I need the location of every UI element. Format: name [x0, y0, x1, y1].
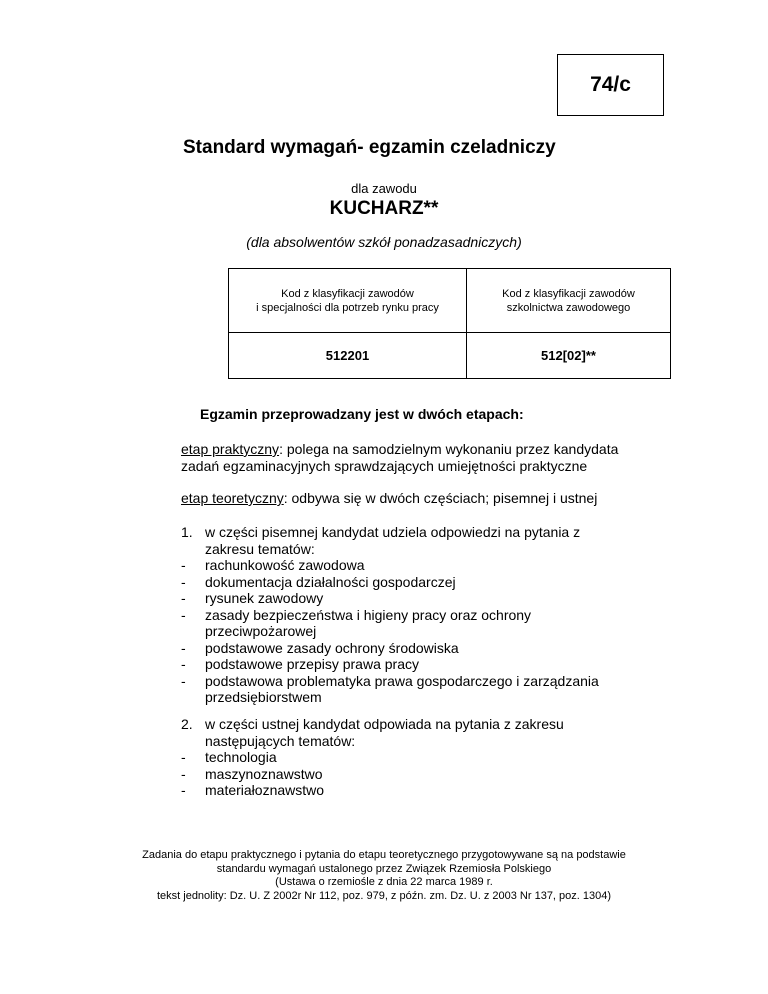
list-text: rysunek zawodowy	[205, 590, 324, 606]
bullet: -	[181, 672, 186, 689]
header-line: i specjalności dla potrzeb rynku pracy	[256, 301, 439, 314]
practical-stage-paragraph	[181, 441, 701, 475]
vocational-education-code: 512[02]**	[467, 333, 671, 379]
list-text: maszynoznawstwo	[205, 765, 323, 782]
table-row	[229, 333, 671, 379]
theoretical-stage-text: : odbywa się w dwóch częściach; pisemnej i ustnej	[283, 490, 598, 506]
theoretical-stage-label: etap teoretyczny	[181, 490, 284, 506]
list-text: technologia	[205, 749, 277, 765]
practical-stage-label: etap praktyczny	[181, 441, 280, 457]
bullet: -	[181, 590, 186, 606]
list-item	[181, 607, 701, 640]
practical-stage-text: : polega na samodzielnym wykonaniu przez kandydata	[279, 441, 619, 457]
bullet: -	[181, 749, 186, 765]
list-text: dokumentacja działalności gospodarczej	[205, 573, 456, 590]
table-header-cell-vocational-education	[467, 269, 671, 333]
list-text: materiałoznawstwo	[205, 782, 325, 798]
header-line: Kod z klasyfikacji zawodów	[502, 287, 635, 300]
document-code-box	[557, 54, 664, 116]
list-text: podstawowa problematyka prawa gospodarczego i zarządzania	[205, 672, 599, 689]
legal-footer	[0, 849, 768, 903]
bullet: -	[181, 606, 186, 623]
list-item	[181, 766, 701, 783]
list-text: zasady bezpieczeństwa i higieny pracy oraz ochrony	[205, 606, 532, 623]
bullet: -	[181, 782, 186, 798]
bullet: -	[181, 765, 186, 782]
list-item	[181, 749, 701, 766]
practical-stage-text: zadań egzaminacyjnych sprawdzających umiejętności praktyczne	[181, 458, 588, 474]
list-text: podstawowe zasady ochrony środowiska	[205, 639, 459, 656]
header-line: szkolnictwa zawodowego	[506, 301, 631, 314]
list-number: 2.	[181, 716, 193, 732]
bullet: -	[181, 656, 186, 672]
list-item	[181, 716, 701, 749]
labour-market-code: 512201	[229, 333, 467, 379]
theoretical-stage-paragraph	[181, 490, 701, 507]
audience-note: (dla absolwentów szkół ponadzasadniczych)	[246, 234, 522, 250]
list-text: następujących tematów:	[205, 732, 356, 749]
list-text: podstawowe przepisy prawa pracy	[205, 656, 419, 672]
footer-line: Zadania do etapu praktycznego i pytania do etapu teoretycznego przygotowywane są na podstawie	[142, 849, 626, 861]
bullet: -	[181, 557, 186, 573]
classification-codes-table	[228, 268, 671, 379]
list-text: przeciwpożarowej	[205, 623, 317, 639]
list-item	[181, 574, 701, 591]
list-item	[181, 524, 701, 557]
list-text: rachunkowość zawodowa	[205, 557, 365, 573]
profession-name: KUCHARZ**	[329, 198, 439, 219]
table-header-row	[229, 269, 671, 333]
list-item	[181, 557, 701, 574]
list-number: 1.	[181, 524, 193, 540]
list-item	[181, 782, 701, 799]
page-title: Standard wymagań- egzamin czeladniczy	[183, 137, 556, 158]
list-text: zakresu tematów:	[205, 540, 315, 557]
table-header-cell-labour-market	[229, 269, 467, 333]
exam-stages-heading: Egzamin przeprowadzany jest w dwóch etapach:	[200, 406, 524, 422]
header-line: Kod z klasyfikacji zawodów	[281, 287, 414, 300]
list-text: w części ustnej kandydat odpowiada na pytania z zakresu	[205, 716, 564, 732]
list-text: przedsiębiorstwem	[205, 689, 322, 705]
list-item	[181, 590, 701, 607]
oral-part-list	[181, 716, 701, 799]
list-item	[181, 673, 701, 706]
footer-line: standardu wymagań ustalonego przez Związek Rzemiosła Polskiego	[216, 862, 552, 875]
footer-line: tekst jednolity: Dz. U. Z 2002r Nr 112, poz. 979, z późn. zm. Dz. U. z 2003 Nr 137, poz. 1304)	[156, 889, 612, 902]
profession-for-label: dla zawodu	[351, 181, 417, 196]
document-code: 74/c	[590, 73, 631, 96]
list-text: w części pisemnej kandydat udziela odpowiedzi na pytania z	[205, 524, 581, 540]
bullet: -	[181, 573, 186, 590]
bullet: -	[181, 639, 186, 656]
list-item	[181, 656, 701, 673]
list-item	[181, 640, 701, 657]
written-part-list	[181, 524, 701, 706]
footer-line: (Ustawa o rzemiośle z dnia 22 marca 1989 r.	[275, 876, 493, 888]
